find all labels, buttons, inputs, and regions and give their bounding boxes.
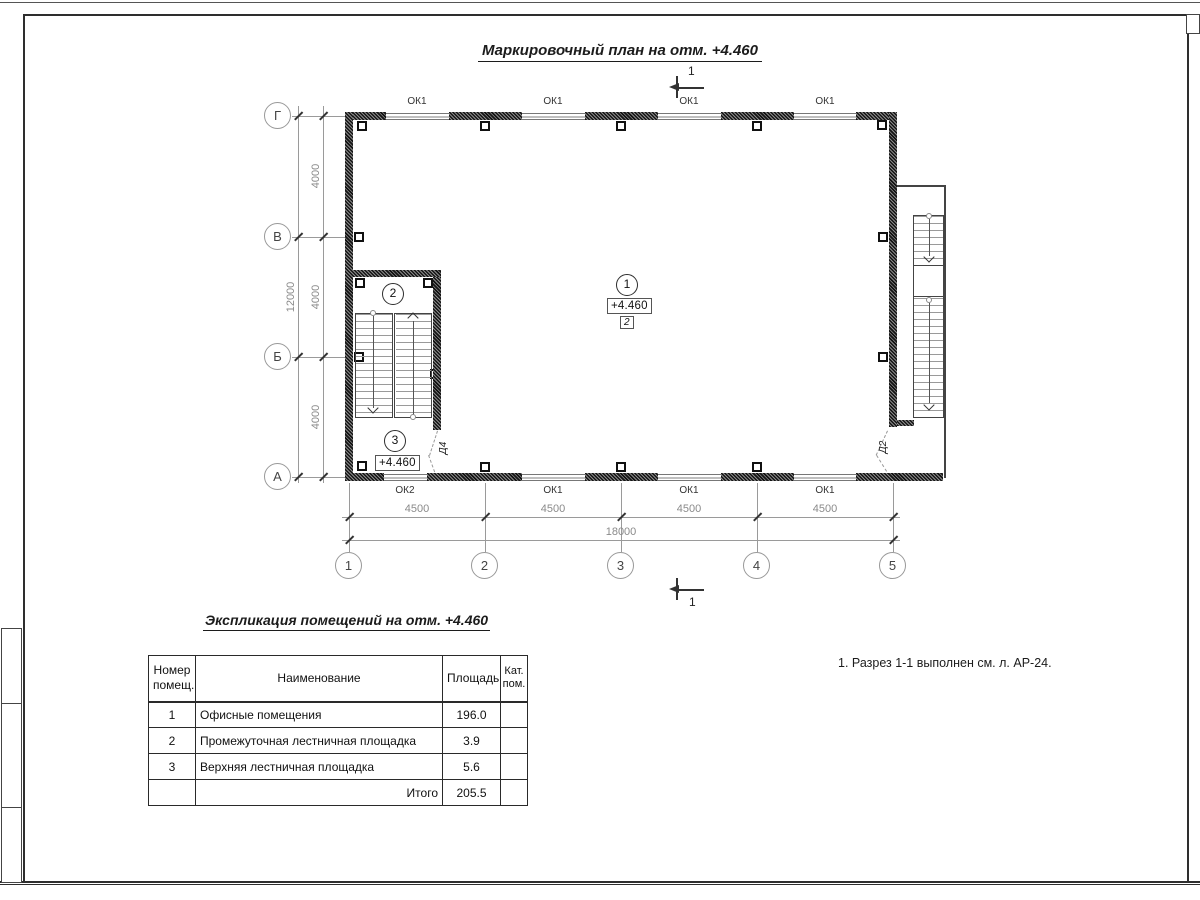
window-ok1-top-4 (794, 113, 856, 120)
column-mark (480, 462, 490, 472)
dim-12000: 12000 (285, 281, 297, 313)
column-mark (752, 462, 762, 472)
grid-bubble-col-4: 4 (743, 552, 770, 579)
column-mark (357, 461, 367, 471)
schedule-header-name: Наименование (196, 656, 443, 702)
room-schedule-table (148, 655, 528, 806)
window-ok1-top-1 (386, 113, 449, 120)
dim-18000: 18000 (605, 526, 637, 538)
frame-corner-box (1186, 14, 1200, 34)
wall-top-pier-2 (449, 112, 522, 120)
column-mark (480, 121, 490, 131)
wall-top-pier-4 (721, 112, 794, 120)
section-mark-line (677, 589, 704, 591)
section-number-top: 1 (688, 64, 695, 78)
room-name: Промежуточная лестничная площадка (196, 728, 443, 754)
column-mark (616, 121, 626, 131)
grid-line-v (292, 237, 345, 238)
column-mark (878, 352, 888, 362)
room-category (501, 702, 528, 728)
section-mark-line (677, 87, 704, 89)
total-cat-cell (501, 780, 528, 806)
section-arrow-icon (669, 585, 679, 593)
room-name: Верхняя лестничная площадка (196, 754, 443, 780)
window-ok1-top-2 (522, 113, 585, 120)
elevation-box-stair: +4.460 (375, 455, 420, 471)
wall-left (345, 112, 353, 481)
window-ok1-bottom-2 (522, 474, 585, 481)
window-label-bottom-4: ОК1 (815, 485, 835, 496)
margin-box-3 (1, 807, 22, 883)
wall-bottom-pier-5 (856, 473, 943, 481)
door-d2-label: Д2 (878, 440, 889, 454)
window-ok1-bottom-3 (658, 474, 721, 481)
grid-line-a (292, 477, 345, 478)
grid-bubble-col-3: 3 (607, 552, 634, 579)
dim-4500-4: 4500 (812, 503, 838, 515)
grid-bubble-col-1: 1 (335, 552, 362, 579)
column-mark (752, 121, 762, 131)
column-mark (354, 232, 364, 242)
frame-bottom-line (0, 881, 1200, 885)
column-mark (878, 232, 888, 242)
dim-line-vertical-segments (323, 106, 324, 483)
dim-4000-2: 4000 (310, 284, 322, 310)
schedule-row (149, 728, 528, 754)
grid-line-b (292, 357, 345, 358)
room-area: 196.0 (443, 702, 501, 728)
window-label-top-4: ОК1 (815, 96, 835, 107)
dim-4500-3: 4500 (676, 503, 702, 515)
wall-bottom-pier-4 (721, 473, 794, 481)
stair-divider (392, 313, 395, 418)
dim-line-vertical-total (298, 106, 299, 483)
grid-bubble-row-g: Г (264, 102, 291, 129)
stair-direction-start-dot (410, 414, 416, 420)
margin-box-1 (1, 628, 22, 704)
wall-top-pier-3 (585, 112, 658, 120)
column-mark (877, 120, 887, 130)
grid-line-g (292, 116, 345, 117)
stair-direction-line (373, 316, 374, 408)
room-area: 5.6 (443, 754, 501, 780)
room-name: Офисные помещения (196, 702, 443, 728)
window-label-top-2: ОК1 (543, 96, 563, 107)
room-mark-3: 3 (384, 430, 406, 452)
dim-4000-3: 4000 (310, 404, 322, 430)
ext-stair-enclosure-top (897, 185, 945, 187)
schedule-total-row (149, 780, 528, 806)
room-number: 3 (149, 754, 196, 780)
schedule-title: Экспликация помещений на отм. +4.460 (203, 612, 490, 631)
grid-bubble-col-5: 5 (879, 552, 906, 579)
room-category (501, 754, 528, 780)
grid-bubble-row-v: В (264, 223, 291, 250)
schedule-header-num: Номер помещ. (149, 656, 196, 702)
wall-right (889, 112, 897, 427)
wall-bottom-pier-1 (345, 473, 384, 481)
elevation-box-main: +4.460 (607, 298, 652, 314)
section-reference-note: 1. Разрез 1-1 выполнен см. л. АР-24. (838, 656, 1052, 670)
window-label-top-1: ОК1 (407, 96, 427, 107)
stair-treads-left (356, 314, 392, 417)
window-label-bottom-2: ОК1 (543, 485, 563, 496)
dim-4500-2: 4500 (540, 503, 566, 515)
room-mark-1: 1 (616, 274, 638, 296)
ext-stair-direction-line (929, 219, 930, 256)
dim-4500-1: 4500 (404, 503, 430, 515)
window-label-bottom-1: ОК2 (395, 485, 415, 496)
schedule-header-area: Площадь (443, 656, 501, 702)
window-label-bottom-3: ОК1 (679, 485, 699, 496)
total-value: 205.5 (443, 780, 501, 806)
wall-bottom-pier-3 (585, 473, 658, 481)
schedule-row (149, 754, 528, 780)
room-mark-2: 2 (382, 283, 404, 305)
room-number: 1 (149, 702, 196, 728)
section-number-bottom: 1 (689, 595, 696, 609)
ext-stair-enclosure-right (944, 185, 946, 478)
column-mark (423, 278, 433, 288)
door-d4-label: Д4 (438, 441, 449, 455)
window-ok2-bottom-1 (384, 474, 427, 481)
ext-stair-stub-wall (897, 420, 914, 426)
window-ok1-bottom-4 (794, 474, 856, 481)
total-empty-cell (149, 780, 196, 806)
column-mark (355, 278, 365, 288)
total-label: Итого (196, 780, 443, 806)
ext-stair-direction-line (929, 303, 930, 403)
stairwell-top-wall (353, 270, 441, 277)
schedule-header-cat: Кат. пом. (501, 656, 528, 702)
grid-bubble-row-b: Б (264, 343, 291, 370)
page-top-edge-line (0, 2, 1200, 3)
schedule-header-row (149, 656, 528, 702)
ext-stair-landing (914, 265, 943, 297)
room-category (501, 728, 528, 754)
wall-bottom-pier-2 (427, 473, 522, 481)
grid-bubble-row-a: А (264, 463, 291, 490)
column-mark (616, 462, 626, 472)
floor-type-box: 2 (620, 316, 634, 329)
column-mark (357, 121, 367, 131)
room-number: 2 (149, 728, 196, 754)
plan-title: Маркировочный план на отм. +4.460 (478, 42, 762, 62)
dim-line-horizontal-total (342, 540, 900, 541)
room-area: 3.9 (443, 728, 501, 754)
window-label-top-3: ОК1 (679, 96, 699, 107)
stairwell-right-wall (433, 277, 441, 430)
dim-4000-1: 4000 (310, 163, 322, 189)
schedule-row (149, 702, 528, 728)
grid-bubble-col-2: 2 (471, 552, 498, 579)
section-arrow-icon (669, 83, 679, 91)
margin-box-2 (1, 703, 22, 808)
window-ok1-top-3 (658, 113, 721, 120)
stair-direction-line (413, 321, 414, 415)
